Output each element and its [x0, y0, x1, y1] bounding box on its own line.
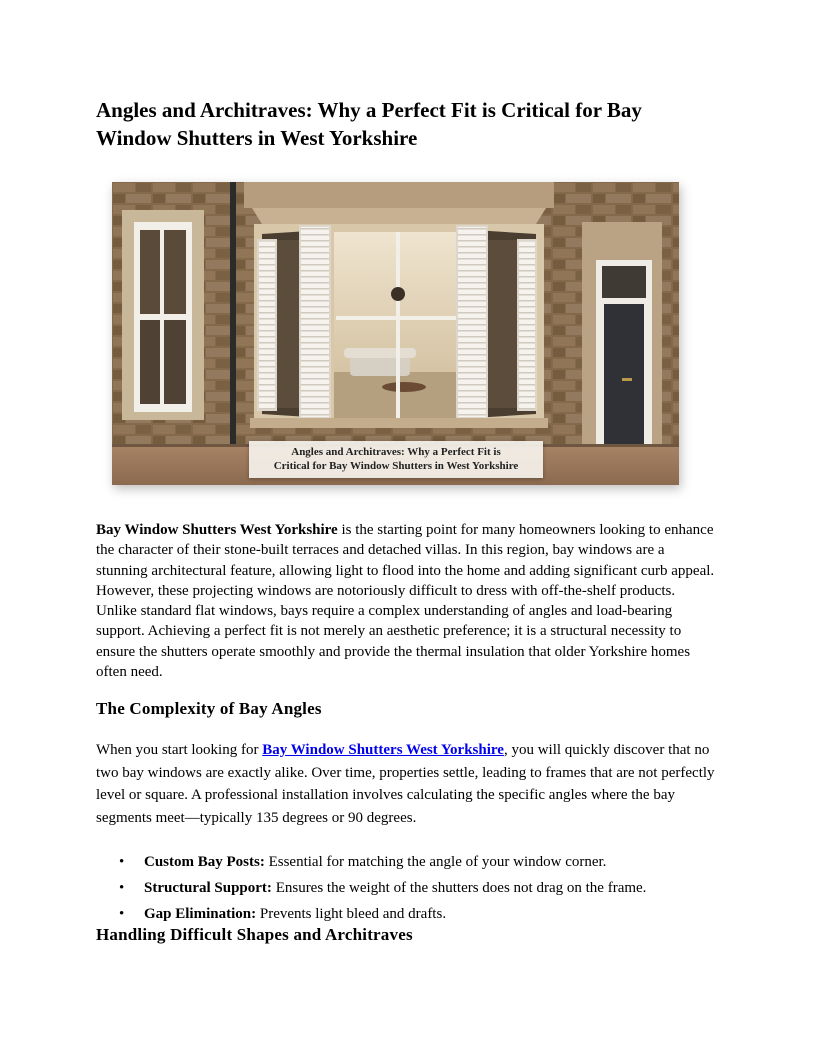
section1-paragraph [96, 739, 718, 829]
list-item-desc: Prevents light bleed and drafts. [256, 906, 447, 922]
list-item-term: Gap Elimination: [144, 906, 257, 922]
section-heading-architraves: Handling Difficult Shapes and Architraves [96, 925, 413, 944]
bay-window-shutters-link[interactable]: Bay Window Shutters West Yorkshire [262, 742, 504, 758]
section1-text-after: , you will quickly discover that no two bay windows are exactly alike. Over time, properties settle, leading to frames that are not perfectly level or square. A professional installation involves calculating the specific angles where the bay segments meet—typically 135 degrees or 90 degrees. [96, 742, 715, 826]
list-item [96, 849, 716, 875]
intro-bold-lead: Bay Window Shutters West Yorkshire [96, 522, 338, 538]
intro-paragraph [96, 520, 718, 682]
page-title: Angles and Architraves: Why a Perfect Fit is Critical for Bay Window Shutters in West Yorkshire [96, 98, 642, 150]
section1-text-before: When you start looking for [96, 742, 263, 758]
intro-text: is the starting point for many homeowners looking to enhance the character of their stone-built terraces and detached villas. In this region, bay windows are a stunning architectural feature, allowing light to flood into the home and adding significant curb appeal. However, these projecting windows are notoriously difficult to dress with off-the-shelf products. Unlike standard flat windows, bays require a complex understanding of angles and load-bearing support. Achieving a perfect fit is not merely an aesthetic preference; it is a structural necessity to ensure the shutters operate smoothly and provide the thermal insulation that older Yorkshire homes often need. [96, 522, 715, 681]
list-item-term: Structural Support: [144, 880, 272, 896]
list-item [96, 875, 716, 901]
list-item [96, 901, 716, 927]
hero-caption-line2: Critical for Bay Window Shutters in West Yorkshire [273, 460, 519, 472]
list-item-desc: Essential for matching the angle of your window corner. [264, 854, 607, 870]
hero-caption [249, 441, 543, 478]
feature-list [96, 849, 716, 927]
hero-caption-line1: Angles and Architraves: Why a Perfect Fit is [291, 446, 501, 458]
list-item-desc: Ensures the weight of the shutters does not drag on the frame. [271, 880, 647, 896]
bay-window-illustration [112, 182, 679, 485]
section-heading-bay-angles: The Complexity of Bay Angles [96, 699, 322, 718]
hero-image [112, 182, 679, 485]
list-item-term: Custom Bay Posts: [144, 854, 265, 870]
